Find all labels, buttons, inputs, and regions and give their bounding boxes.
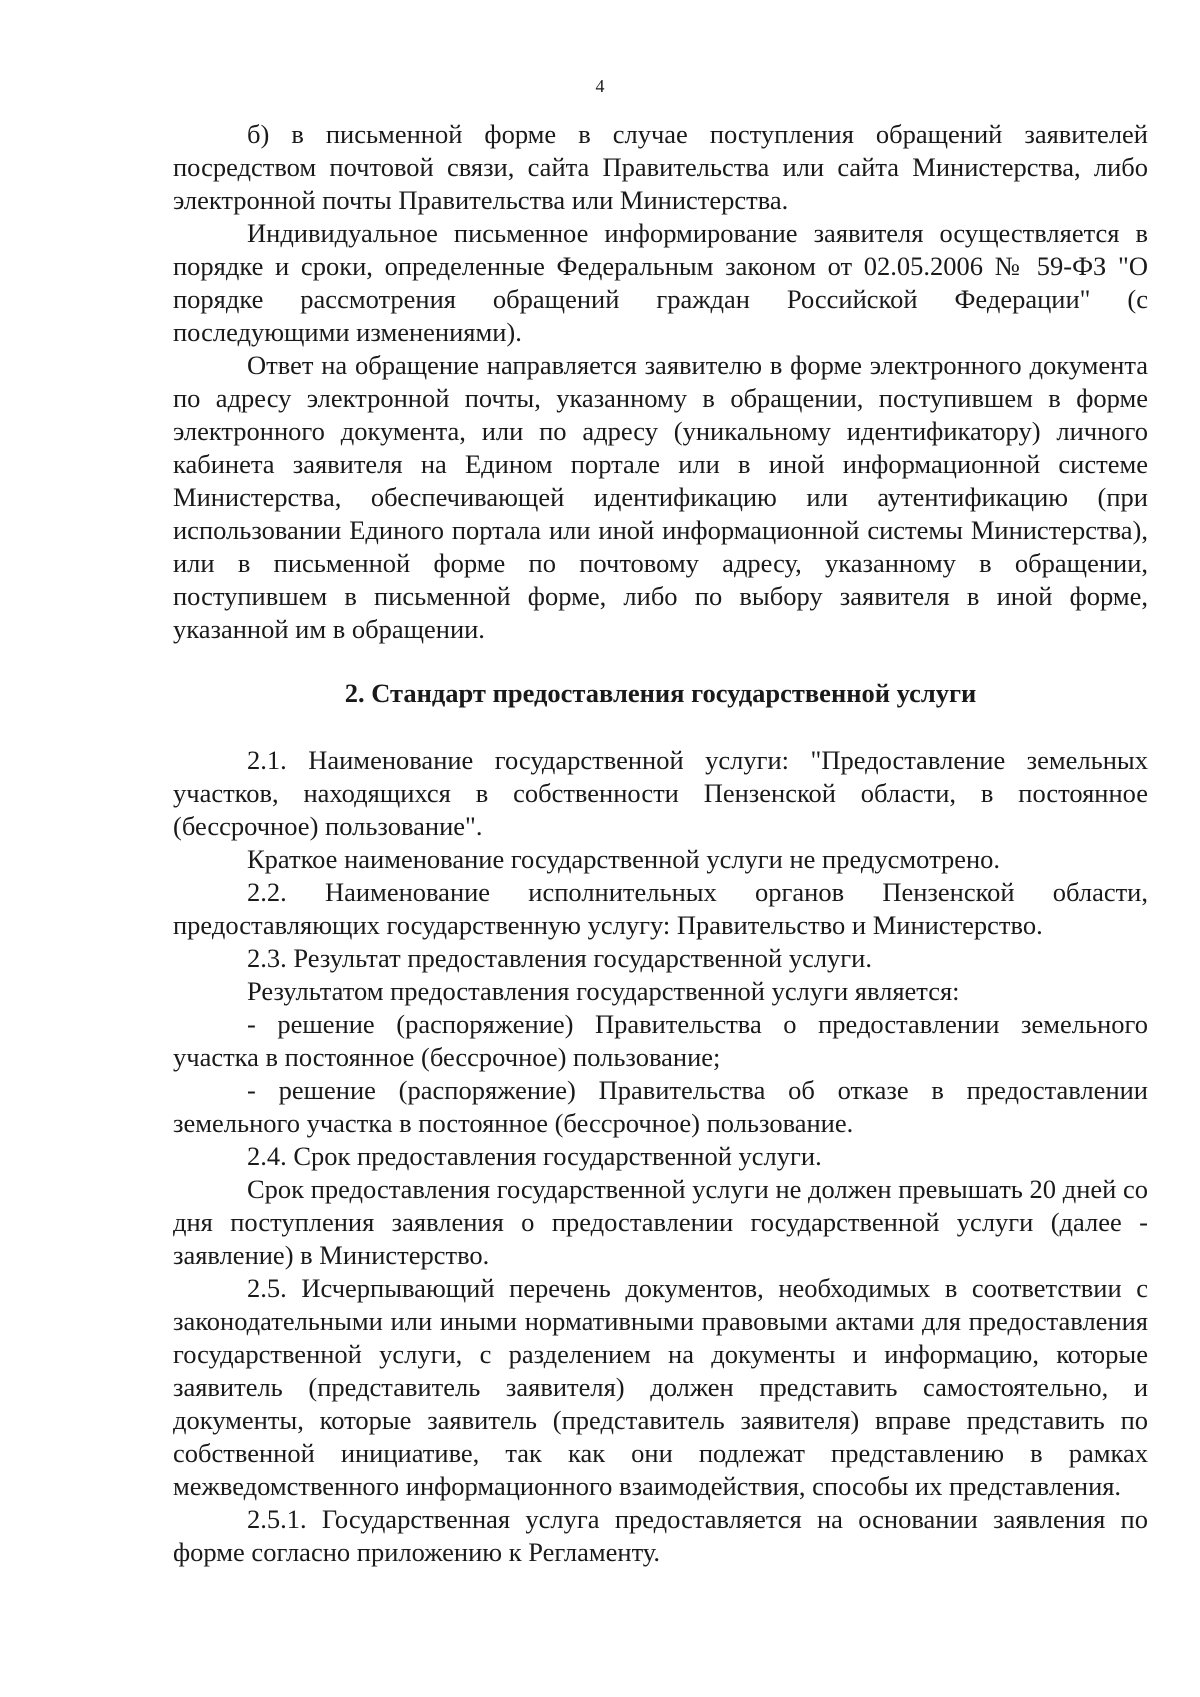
paragraph: - решение (распоряжение) Правительства об отказе в предоставлении земельного участка в постоянное (бессрочное) пользование.	[173, 1075, 1148, 1138]
paragraph: Ответ на обращение направляется заявителю в форме электронного документа по адресу электронной почты, указанному в обращении, поступившем в форме электронного документа, или по адресу (уникальному идентификатору) личного кабинета заявителя на Едином портале или в иной информационной системе Министерства, обеспечивающей идентификацию или аутентификацию (при использовании Единого портала или иной информационной системы Министерства), или в письменной форме по почтовому адресу, указанному в обращении, поступившем в письменной форме, либо по выбору заявителя в иной форме, указанной им в обращении.	[173, 350, 1148, 644]
section-heading: 2. Стандарт предоставления государственной услуги	[344, 678, 977, 708]
document-body	[173, 118, 1148, 1569]
paragraph: 2.2. Наименование исполнительных органов Пензенской области, предоставляющих государственную услугу: Правительство и Министерство.	[173, 877, 1148, 940]
paragraph: 2.5. Исчерпывающий перечень документов, необходимых в соответствии с законодательными или иными нормативными правовыми актами для предоставления государственной услуги, с разделением на документы и информацию, которые заявитель (представитель заявителя) должен представить самостоятельно, и документы, которые заявитель (представитель заявителя) вправе представить по собственной инициативе, так как они подлежат представлению в рамках межведомственного информационного взаимодействия, способы их представления.	[173, 1273, 1148, 1501]
paragraph: 2.1. Наименование государственной услуги: "Предоставление земельных участков, находящихся в собственности Пензенской области, в постоянное (бессрочное) пользование".	[173, 745, 1148, 841]
paragraph: 2.3. Результат предоставления государственной услуги.	[247, 943, 872, 973]
paragraph: - решение (распоряжение) Правительства о предоставлении земельного участка в постоянное (бессрочное) пользование;	[173, 1009, 1148, 1072]
paragraph: Краткое наименование государственной услуги не предусмотрено.	[247, 844, 1001, 874]
paragraph: б) в письменной форме в случае поступления обращений заявителей посредством почтовой связи, сайта Правительства или сайта Министерства, либо электронной почты Правительства или Министерства.	[173, 119, 1148, 215]
paragraph: 2.4. Срок предоставления государственной услуги.	[247, 1141, 822, 1171]
paragraph: Индивидуальное письменное информирование заявителя осуществляется в порядке и сроки, определенные Федеральным законом от 02.05.2006 № 59-ФЗ "О порядке рассмотрения обращений граждан Российской Федерации" (с последующими изменениями).	[173, 218, 1148, 347]
page-number: 4	[595, 76, 605, 96]
paragraph: Результатом предоставления государственной услуги является:	[247, 976, 960, 1006]
paragraph: 2.5.1. Государственная услуга предоставляется на основании заявления по форме согласно приложению к Регламенту.	[173, 1504, 1148, 1567]
paragraph: Срок предоставления государственной услуги не должен превышать 20 дней со дня поступления заявления о предоставлении государственной услуги (далее - заявление) в Министерство.	[173, 1174, 1148, 1270]
